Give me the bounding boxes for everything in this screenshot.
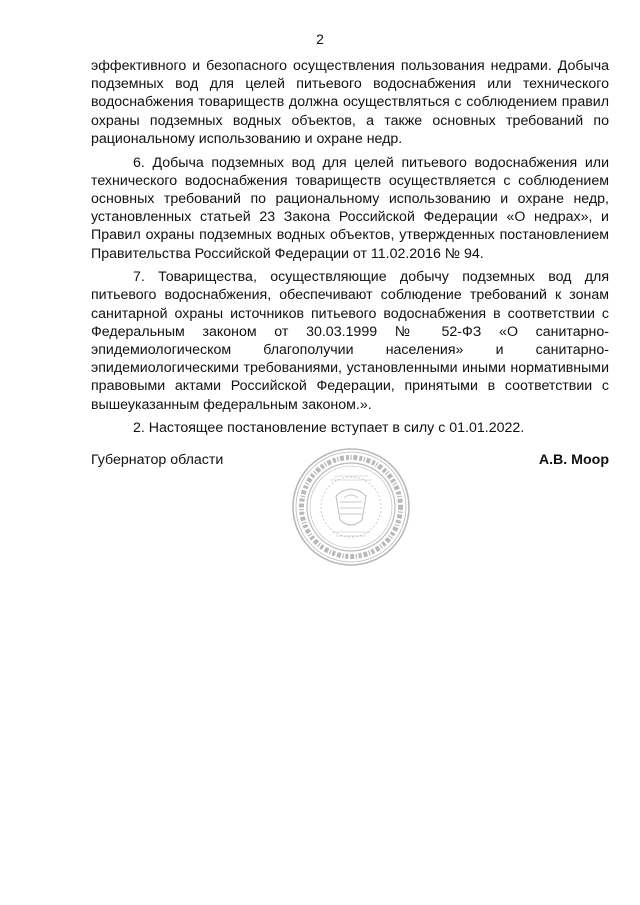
signatory-name: А.В. Моор — [538, 452, 609, 468]
official-seal-icon — [290, 446, 412, 568]
document-body — [91, 57, 609, 443]
signatory-title: Губернатор области — [91, 452, 224, 468]
paragraph-effective-date: 2. Настоящее постановление вступает в силу с 01.01.2022. — [133, 420, 525, 437]
paragraph-continuation: эффективного и безопасного осуществления пользования недрами. Добыча подземных вод для целей питьевого водоснабжения или технического водоснабжения товариществ должна осуществляться с соблюдением правил охраны подземных водных объектов, а также основных требований по рациональному использованию и охране недр. — [91, 58, 609, 147]
page-number: 2 — [316, 31, 324, 47]
paragraph-6: 6. Добыча подземных вод для целей питьевого водоснабжения или технического водоснабжения товариществ осуществляется с соблюдением основных требований по рациональному использованию и охране недр, установленных статьей 23 Закона Российской Федерации «О недрах», и Правил охраны подземных водных объектов, утвержденных постановлением Правительства Российской Федерации от 11.02.2016 № 94. — [91, 154, 609, 262]
paragraph-7: 7. Товарищества, осуществляющие добычу подземных вод для питьевого водоснабжения, обеспечивают соблюдение требований к зонам санитарной охраны источников питьевого водоснабжения в соответствии с Федеральным законом от 30.03.1999 № 52-ФЗ «О санитарно-эпидемиологическом благополучии населения» и санитарно-эпидемиологическими требованиями, установленными иными нормативными правовыми актами Российской Федерации, принятыми в соответствии с вышеуказанным федеральным законом.». — [91, 269, 609, 413]
